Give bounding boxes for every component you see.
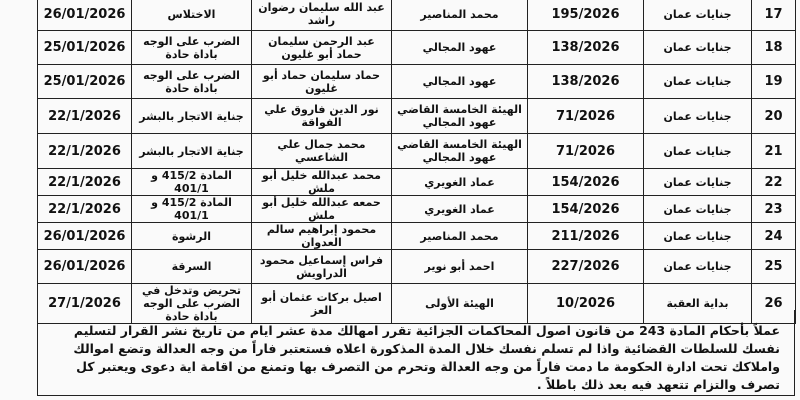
court-cell: بداية العقبة [644, 284, 752, 324]
date-cell: 22/1/2026 [38, 196, 132, 223]
court-cell: جنايات عمان [644, 65, 752, 99]
charge-cell: السرقة [132, 250, 252, 284]
defendant-name-cell: نور الدين فاروق علي الفواقة [252, 99, 392, 134]
defendant-name-cell: محمد عبدالله خليل أبو ملش [252, 169, 392, 196]
charge-cell: المادة 415/2 و 401/1 [132, 196, 252, 223]
row-number-cell: 20 [752, 99, 796, 134]
judge-cell: محمد المناصير [392, 223, 528, 250]
court-cell: جنايات عمان [644, 0, 752, 31]
case-number-cell: 10/2026 [528, 284, 644, 324]
charge-cell: الضرب على الوجه باداة حادة [132, 31, 252, 65]
judge-cell: الهيئة الأولى [392, 284, 528, 324]
defendant-name-cell: حمعه عبدالله خليل أبو ملش [252, 196, 392, 223]
court-cell: جنايات عمان [644, 99, 752, 134]
table-row [38, 223, 796, 250]
date-cell: 22/1/2026 [38, 134, 132, 169]
row-number-cell: 18 [752, 31, 796, 65]
table-row [38, 250, 796, 284]
defendant-name-cell: محمود إبراهيم سالم العدوان [252, 223, 392, 250]
defendant-name-cell: محمد جمال علي الشاعسي [252, 134, 392, 169]
case-number-cell: 138/2026 [528, 65, 644, 99]
charge-cell: تحريض وتدخل في الضرب على الوجه باداة حادة [132, 284, 252, 324]
defendants-table [37, 0, 796, 324]
judge-cell: عهود المجالي [392, 65, 528, 99]
charge-cell: جناية الاتجار بالبشر [132, 134, 252, 169]
row-number-cell: 21 [752, 134, 796, 169]
table-row [38, 0, 796, 31]
defendant-name-cell: فراس إسماعيل محمود الدراويش [252, 250, 392, 284]
table-row [38, 169, 796, 196]
date-cell: 22/1/2026 [38, 169, 132, 196]
table-row [38, 196, 796, 223]
charge-cell: الاختلاس [132, 0, 252, 31]
charge-cell: المادة 415/2 و 401/1 [132, 169, 252, 196]
court-cell: جنايات عمان [644, 196, 752, 223]
defendant-name-cell: اصيل بركات عثمان أبو العز [252, 284, 392, 324]
court-cell: جنايات عمان [644, 250, 752, 284]
charge-cell: الضرب على الوجه باداة حادة [132, 65, 252, 99]
row-number-cell: 25 [752, 250, 796, 284]
legal-notice: عملاً بأحكام المادة 243 من قانون اصول المحاكمات الجزائية تقرر امهالك مدة عشر ايام من تاريخ نشر القرار لتسليم نفسك للسلطات القضائية واذا لم تسلم نفسك خلال المدة المذكورة اعلاه فستعتبر فاراً من وجه العدالة وتضع اموالك واملاكك تحت ادارة الحكومة ما دمت فاراً من وجه العدالة وتحرم من التصرف بها وتمنع من اقامة اية دعوى ويعتبر كل تصرف والتزام تتعهد فيه بعد ذلك باطلاً . [37, 310, 795, 396]
date-cell: 25/01/2026 [38, 31, 132, 65]
row-number-cell: 24 [752, 223, 796, 250]
date-cell: 25/01/2026 [38, 65, 132, 99]
court-cell: جنايات عمان [644, 134, 752, 169]
defendant-name-cell: عبد الرحمن سليمان حماد أبو غليون [252, 31, 392, 65]
court-cell: جنايات عمان [644, 31, 752, 65]
row-number-cell: 26 [752, 284, 796, 324]
table-row [38, 31, 796, 65]
judge-cell: الهيئة الخامسة القاضي عهود المجالي [392, 99, 528, 134]
case-number-cell: 138/2026 [528, 31, 644, 65]
judge-cell: عهود المجالي [392, 31, 528, 65]
date-cell: 26/01/2026 [38, 250, 132, 284]
judge-cell: محمد المناصير [392, 0, 528, 31]
charge-cell: الرشوة [132, 223, 252, 250]
date-cell: 27/1/2026 [38, 284, 132, 324]
table-row [38, 99, 796, 134]
case-number-cell: 154/2026 [528, 196, 644, 223]
case-number-cell: 71/2026 [528, 99, 644, 134]
defendant-name-cell: حماد سليمان حماد أبو غليون [252, 65, 392, 99]
row-number-cell: 19 [752, 65, 796, 99]
judge-cell: عماد الغويري [392, 196, 528, 223]
table-row [38, 65, 796, 99]
date-cell: 26/01/2026 [38, 0, 132, 31]
case-number-cell: 71/2026 [528, 134, 644, 169]
table-row [38, 134, 796, 169]
row-number-cell: 22 [752, 169, 796, 196]
case-number-cell: 154/2026 [528, 169, 644, 196]
court-cell: جنايات عمان [644, 223, 752, 250]
date-cell: 26/01/2026 [38, 223, 132, 250]
judge-cell: الهيئة الخامسة القاضي عهود المجالي [392, 134, 528, 169]
court-cell: جنايات عمان [644, 169, 752, 196]
date-cell: 22/1/2026 [38, 99, 132, 134]
case-number-cell: 211/2026 [528, 223, 644, 250]
judge-cell: احمد أبو نوير [392, 250, 528, 284]
judge-cell: عماد الغويري [392, 169, 528, 196]
case-number-cell: 227/2026 [528, 250, 644, 284]
row-number-cell: 23 [752, 196, 796, 223]
defendant-name-cell: عبد الله سليمان رضوان راشد [252, 0, 392, 31]
charge-cell: جناية الاتجار بالبشر [132, 99, 252, 134]
row-number-cell: 17 [752, 0, 796, 31]
case-number-cell: 195/2026 [528, 0, 644, 31]
